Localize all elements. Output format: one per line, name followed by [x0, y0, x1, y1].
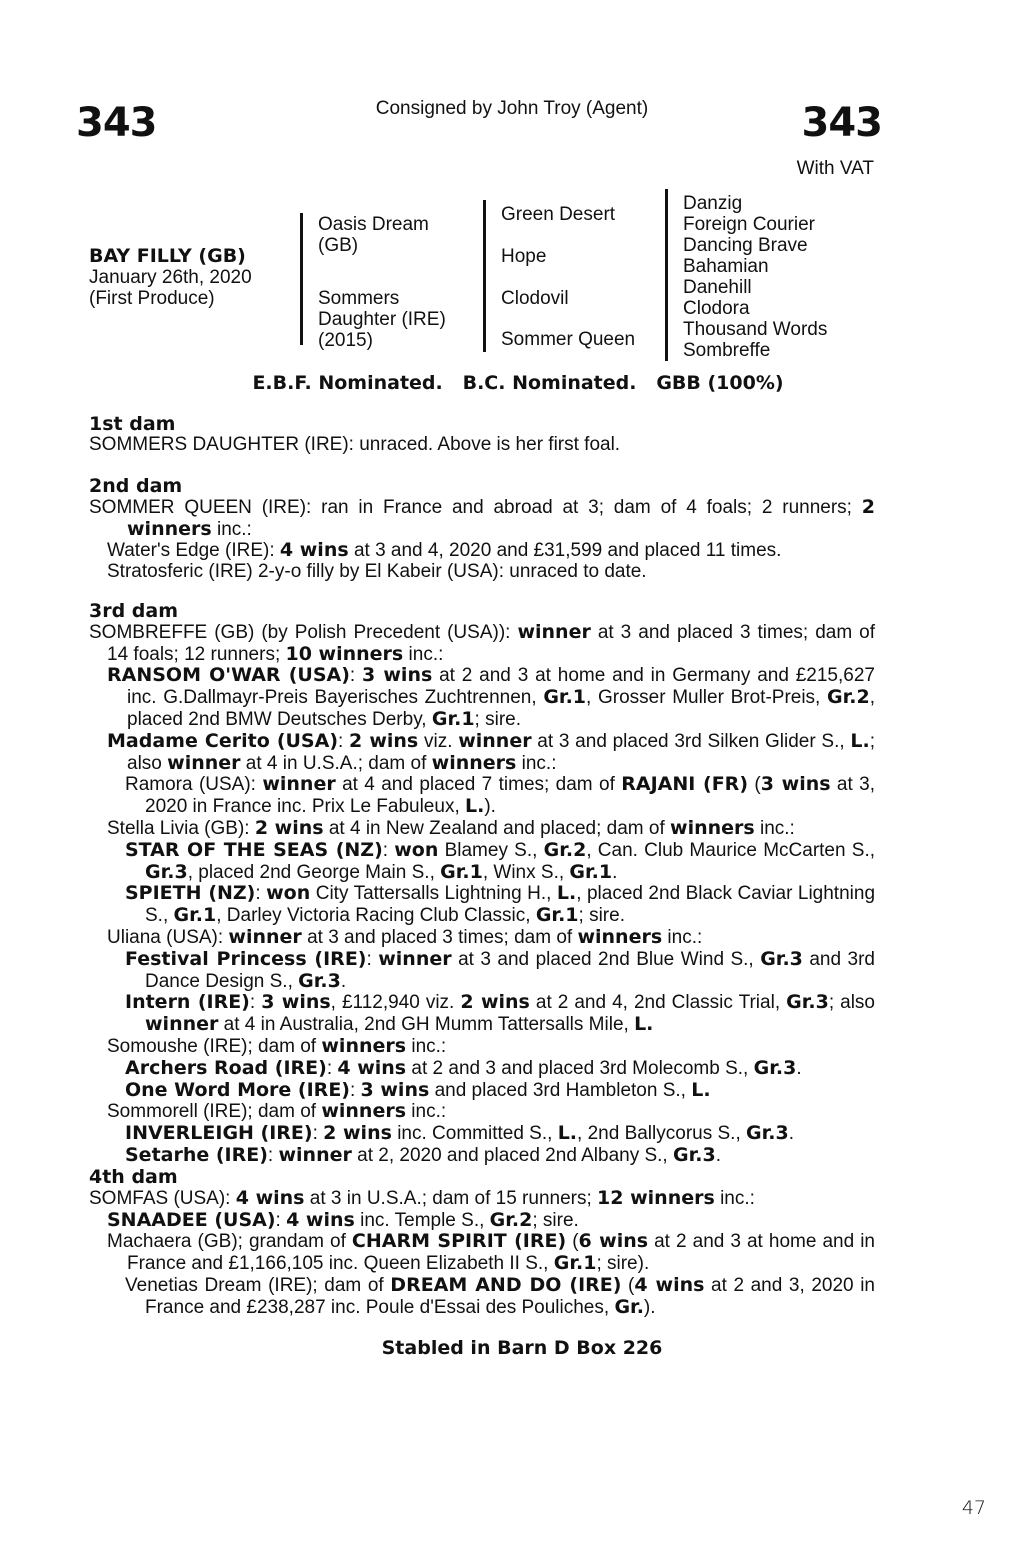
- produce-item: STAR OF THE SEAS (NZ): won Blamey S., Gr.2, Can. Club Maurice McCarten S., Gr.3, placed 2nd George Main S., Gr.1, Winx S., Gr.1.: [125, 838, 876, 883]
- pedigree-grandsire-1: Green Desert: [501, 204, 616, 225]
- pedigree-gen3-item: Clodora: [683, 298, 750, 319]
- produce-item: Stratosferic (IRE) 2-y-o filly by El Kabeir (USA): unraced to date.: [107, 561, 647, 583]
- produce-item: Machaera (GB); grandam of CHARM SPIRIT (IRE) (6 wins at 2 and 3 at home and in France and £1,166,105 inc. Queen Elizabeth II S., Gr.1; sire).: [107, 1230, 875, 1275]
- pedigree-granddam-2: Sommer Queen: [501, 329, 636, 350]
- second-dam-text: SOMMER QUEEN (IRE): ran in France and abroad at 3; dam of 4 foals; 2 runners; 2 winners inc.:: [89, 495, 875, 540]
- fourth-dam-text: SOMFAS (USA): 4 wins at 3 in U.S.A.; dam of 15 runners; 12 winners inc.:: [89, 1186, 755, 1209]
- produce-item: Festival Princess (IRE): winner at 3 and placed 2nd Blue Wind S., Gr.3 and 3rd Dance Design S., Gr.3.: [125, 947, 875, 992]
- pedigree-bracket-2: [483, 200, 486, 352]
- lot-number-left: 343: [76, 100, 157, 146]
- pedigree-granddam-1: Hope: [501, 246, 547, 267]
- produce-item: SPIETH (NZ): won City Tattersalls Lightning H., L., placed 2nd Black Caviar Lightning S., Gr.1, Darley Victoria Racing Club Classic, Gr.1; sire.: [125, 882, 876, 927]
- produce-item: SNAADEE (USA): 4 wins inc. Temple S., Gr.2; sire.: [107, 1208, 579, 1231]
- produce-item: Ramora (USA): winner at 4 and placed 7 times; dam of RAJANI (FR) (3 wins at 3, 2020 in France inc. Prix Le Fabuleux, L.).: [125, 773, 876, 818]
- horse-note: (First Produce): [89, 288, 215, 309]
- pedigree-gen3-item: Foreign Courier: [683, 214, 815, 235]
- fourth-dam-heading: 4th dam: [89, 1166, 178, 1188]
- horse-dob: January 26th, 2020: [89, 267, 252, 288]
- horse-info: [89, 246, 252, 309]
- produce-item: Venetias Dream (IRE); dam of DREAM AND DO (IRE) (4 wins at 2 and 3, 2020 in France and £238,287 inc. Poule d'Essai des Pouliches, Gr.).: [125, 1273, 876, 1318]
- produce-item: Stella Livia (GB): 2 wins at 4 in New Zealand and placed; dam of winners inc.:: [107, 816, 795, 839]
- first-dam-heading: 1st dam: [89, 413, 176, 435]
- produce-item: Sommorell (IRE); dam of winners inc.:: [107, 1100, 447, 1123]
- produce-item: Uliana (USA): winner at 3 and placed 3 times; dam of winners inc.:: [107, 925, 703, 948]
- pedigree-gen3: [683, 193, 827, 361]
- produce-item: One Word More (IRE): 3 wins and placed 3rd Hambleton S., L.: [125, 1078, 711, 1101]
- pedigree-gen3-item: Thousand Words: [683, 319, 828, 340]
- produce-item: RANSOM O'WAR (USA): 3 wins at 2 and 3 at home and in Germany and £215,627 inc. G.Dallmayr-Preis Bayerisches Zuchtrennen, Gr.1, Grosser Muller Brot-Preis, Gr.2, placed 2nd BMW Deutsches Derby, Gr.1; sire.: [107, 664, 875, 730]
- produce-item: Archers Road (IRE): 4 wins at 2 and 3 and placed 3rd Molecomb S., Gr.3.: [125, 1056, 802, 1079]
- pedigree-gen3-item: Danehill: [683, 277, 752, 298]
- page-number: 47: [961, 1497, 986, 1519]
- stabled-note: Stabled in Barn D Box 226: [381, 1337, 663, 1359]
- consignor: Consigned by John Troy (Agent): [375, 98, 649, 119]
- pedigree-bracket-1: [300, 213, 303, 345]
- pedigree-gen3-item: Dancing Brave: [683, 235, 808, 256]
- produce-item: Intern (IRE): 3 wins, £112,940 viz. 2 wins at 2 and 4, 2nd Classic Trial, Gr.3; also winner at 4 in Australia, 2nd GH Mumm Tattersalls Mile, L.: [125, 991, 875, 1036]
- pedigree-gen3-item: Bahamian: [683, 256, 769, 277]
- pedigree-bracket-3: [665, 189, 668, 361]
- produce-item: Water's Edge (IRE): 4 wins at 3 and 4, 2020 and £31,599 and placed 11 times.: [107, 539, 782, 562]
- produce-item: Setarhe (IRE): winner at 2, 2020 and placed 2nd Albany S., Gr.3.: [125, 1143, 721, 1166]
- pedigree-gen3-item: Sombreffe: [683, 340, 771, 361]
- produce-item: Madame Cerito (USA): 2 wins viz. winner at 3 and placed 3rd Silken Glider S., L.; also winner at 4 in U.S.A.; dam of winners inc.:: [107, 729, 875, 774]
- nominations: E.B.F. Nominated. B.C. Nominated. GBB (100%): [252, 372, 784, 394]
- lot-number-right: 343: [801, 100, 882, 146]
- third-dam-text: SOMBREFFE (GB) (by Polish Precedent (USA)): winner at 3 and placed 3 times; dam of 14 foals; 12 runners; 10 winners inc.:: [89, 620, 876, 665]
- second-dam-section: [89, 476, 875, 583]
- pedigree-sire: Oasis Dream (GB): [318, 214, 429, 256]
- first-dam-section: [89, 414, 875, 456]
- produce-item: INVERLEIGH (IRE): 2 wins inc. Committed S., L., 2nd Ballycorus S., Gr.3.: [125, 1122, 794, 1145]
- pedigree-gen3-item: Danzig: [683, 193, 743, 214]
- third-dam-heading: 3rd dam: [89, 600, 179, 622]
- pedigree-grandsire-2: Clodovil: [501, 288, 569, 309]
- vat-note: With VAT: [796, 158, 874, 179]
- third-dam-section: [89, 601, 875, 1167]
- fourth-dam-section: [89, 1167, 875, 1319]
- horse-name: BAY FILLY (GB): [89, 245, 246, 267]
- first-dam-text: SOMMERS DAUGHTER (IRE): unraced. Above is her first foal.: [89, 433, 621, 455]
- produce-item: Somoushe (IRE); dam of winners inc.:: [107, 1034, 447, 1057]
- pedigree-dam: Sommers Daughter (IRE) (2015): [318, 288, 446, 351]
- second-dam-heading: 2nd dam: [89, 475, 183, 497]
